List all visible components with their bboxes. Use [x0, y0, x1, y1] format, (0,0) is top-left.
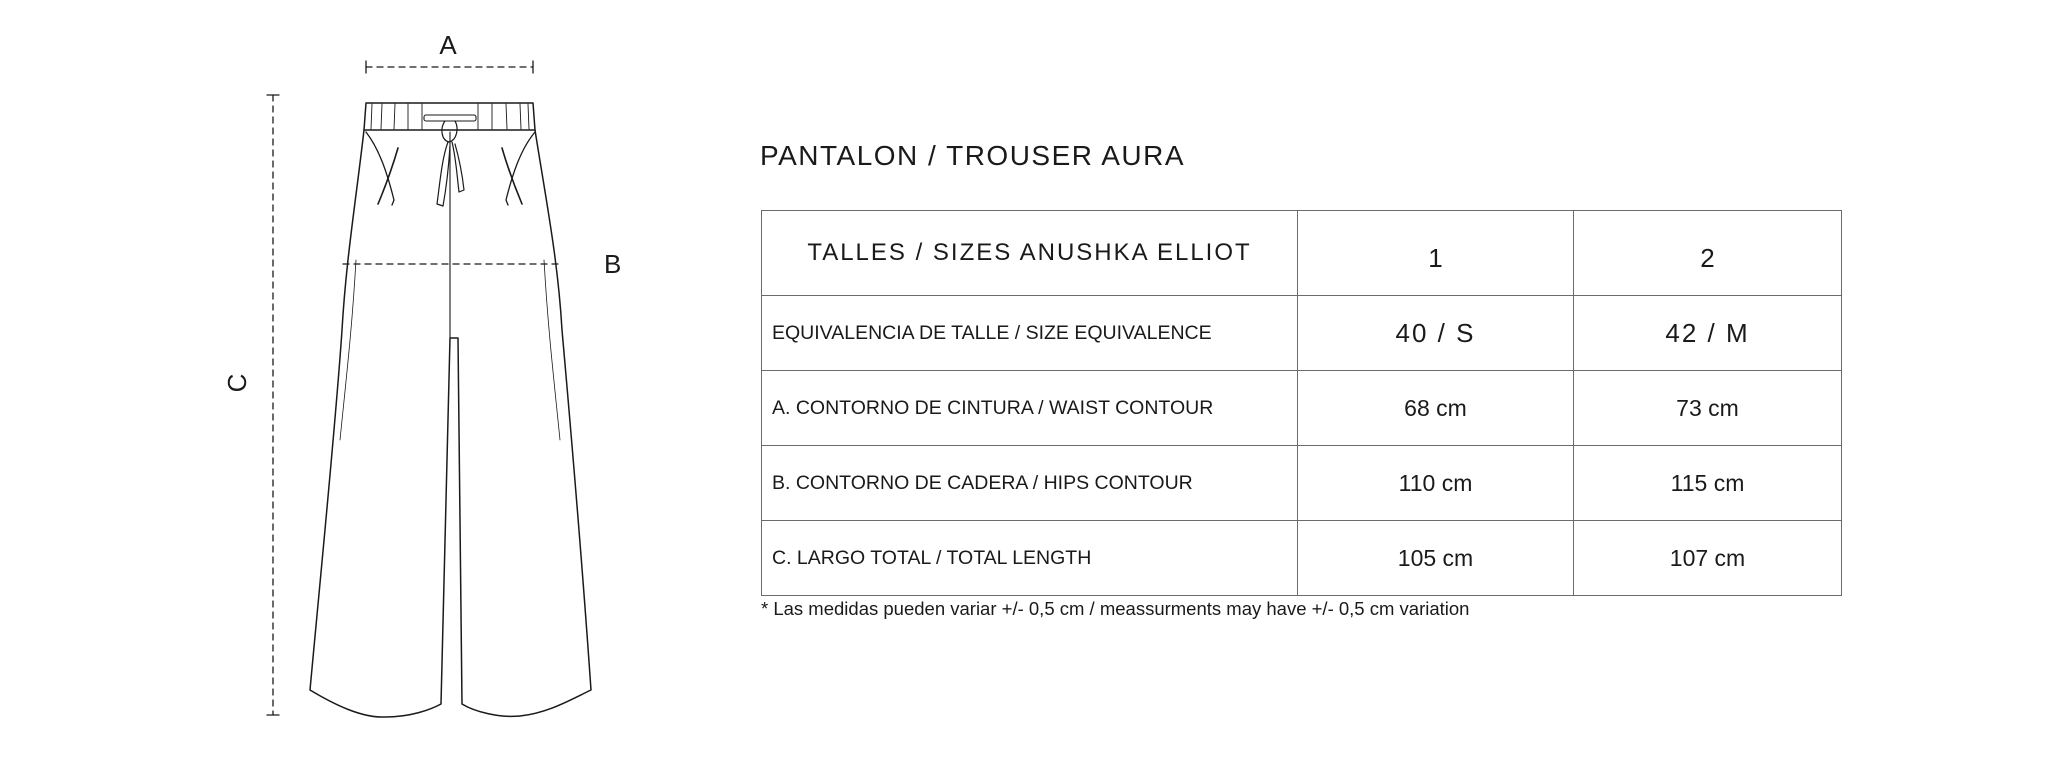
cell-value: 68 cm: [1298, 371, 1574, 446]
page-title: PANTALON / TROUSER AURA: [760, 140, 1186, 171]
trouser-technical-drawing: [0, 0, 700, 775]
label-a: A: [439, 30, 457, 60]
waistband: [364, 103, 535, 130]
table-row: [762, 296, 1842, 371]
size-1-header: 1: [1298, 211, 1574, 296]
cell-value: 105 cm: [1298, 521, 1574, 596]
cell-value: 42 / M: [1574, 296, 1842, 371]
label-c: C: [222, 373, 252, 393]
table-header-row: [762, 211, 1842, 296]
row-label-size-equivalence: EQUIVALENCIA DE TALLE / SIZE EQUIVALENCE: [762, 296, 1298, 371]
table-row: [762, 521, 1842, 596]
size-2-header: 2: [1574, 211, 1842, 296]
footnote: * Las medidas pueden variar +/- 0,5 cm / meassurments may have +/- 0,5 cm variation: [761, 598, 1470, 619]
trouser-outline: [310, 130, 591, 717]
cell-value: 115 cm: [1574, 446, 1842, 521]
row-label-hips: B. CONTORNO DE CADERA / HIPS CONTOUR: [762, 446, 1298, 521]
size-table: [761, 210, 1842, 596]
table-row: [762, 446, 1842, 521]
cell-value: 73 cm: [1574, 371, 1842, 446]
row-label-waist: A. CONTORNO DE CINTURA / WAIST CONTOUR: [762, 371, 1298, 446]
dimension-line-a: [366, 61, 533, 73]
dimension-line-c: [267, 95, 279, 715]
cell-value: 40 / S: [1298, 296, 1574, 371]
cell-value: 110 cm: [1298, 446, 1574, 521]
row-label-length: C. LARGO TOTAL / TOTAL LENGTH: [762, 521, 1298, 596]
table-row: [762, 371, 1842, 446]
header-label-cell: TALLES / SIZES ANUSHKA ELLIOT: [762, 211, 1298, 296]
label-b: B: [604, 249, 622, 279]
cell-value: 107 cm: [1574, 521, 1842, 596]
